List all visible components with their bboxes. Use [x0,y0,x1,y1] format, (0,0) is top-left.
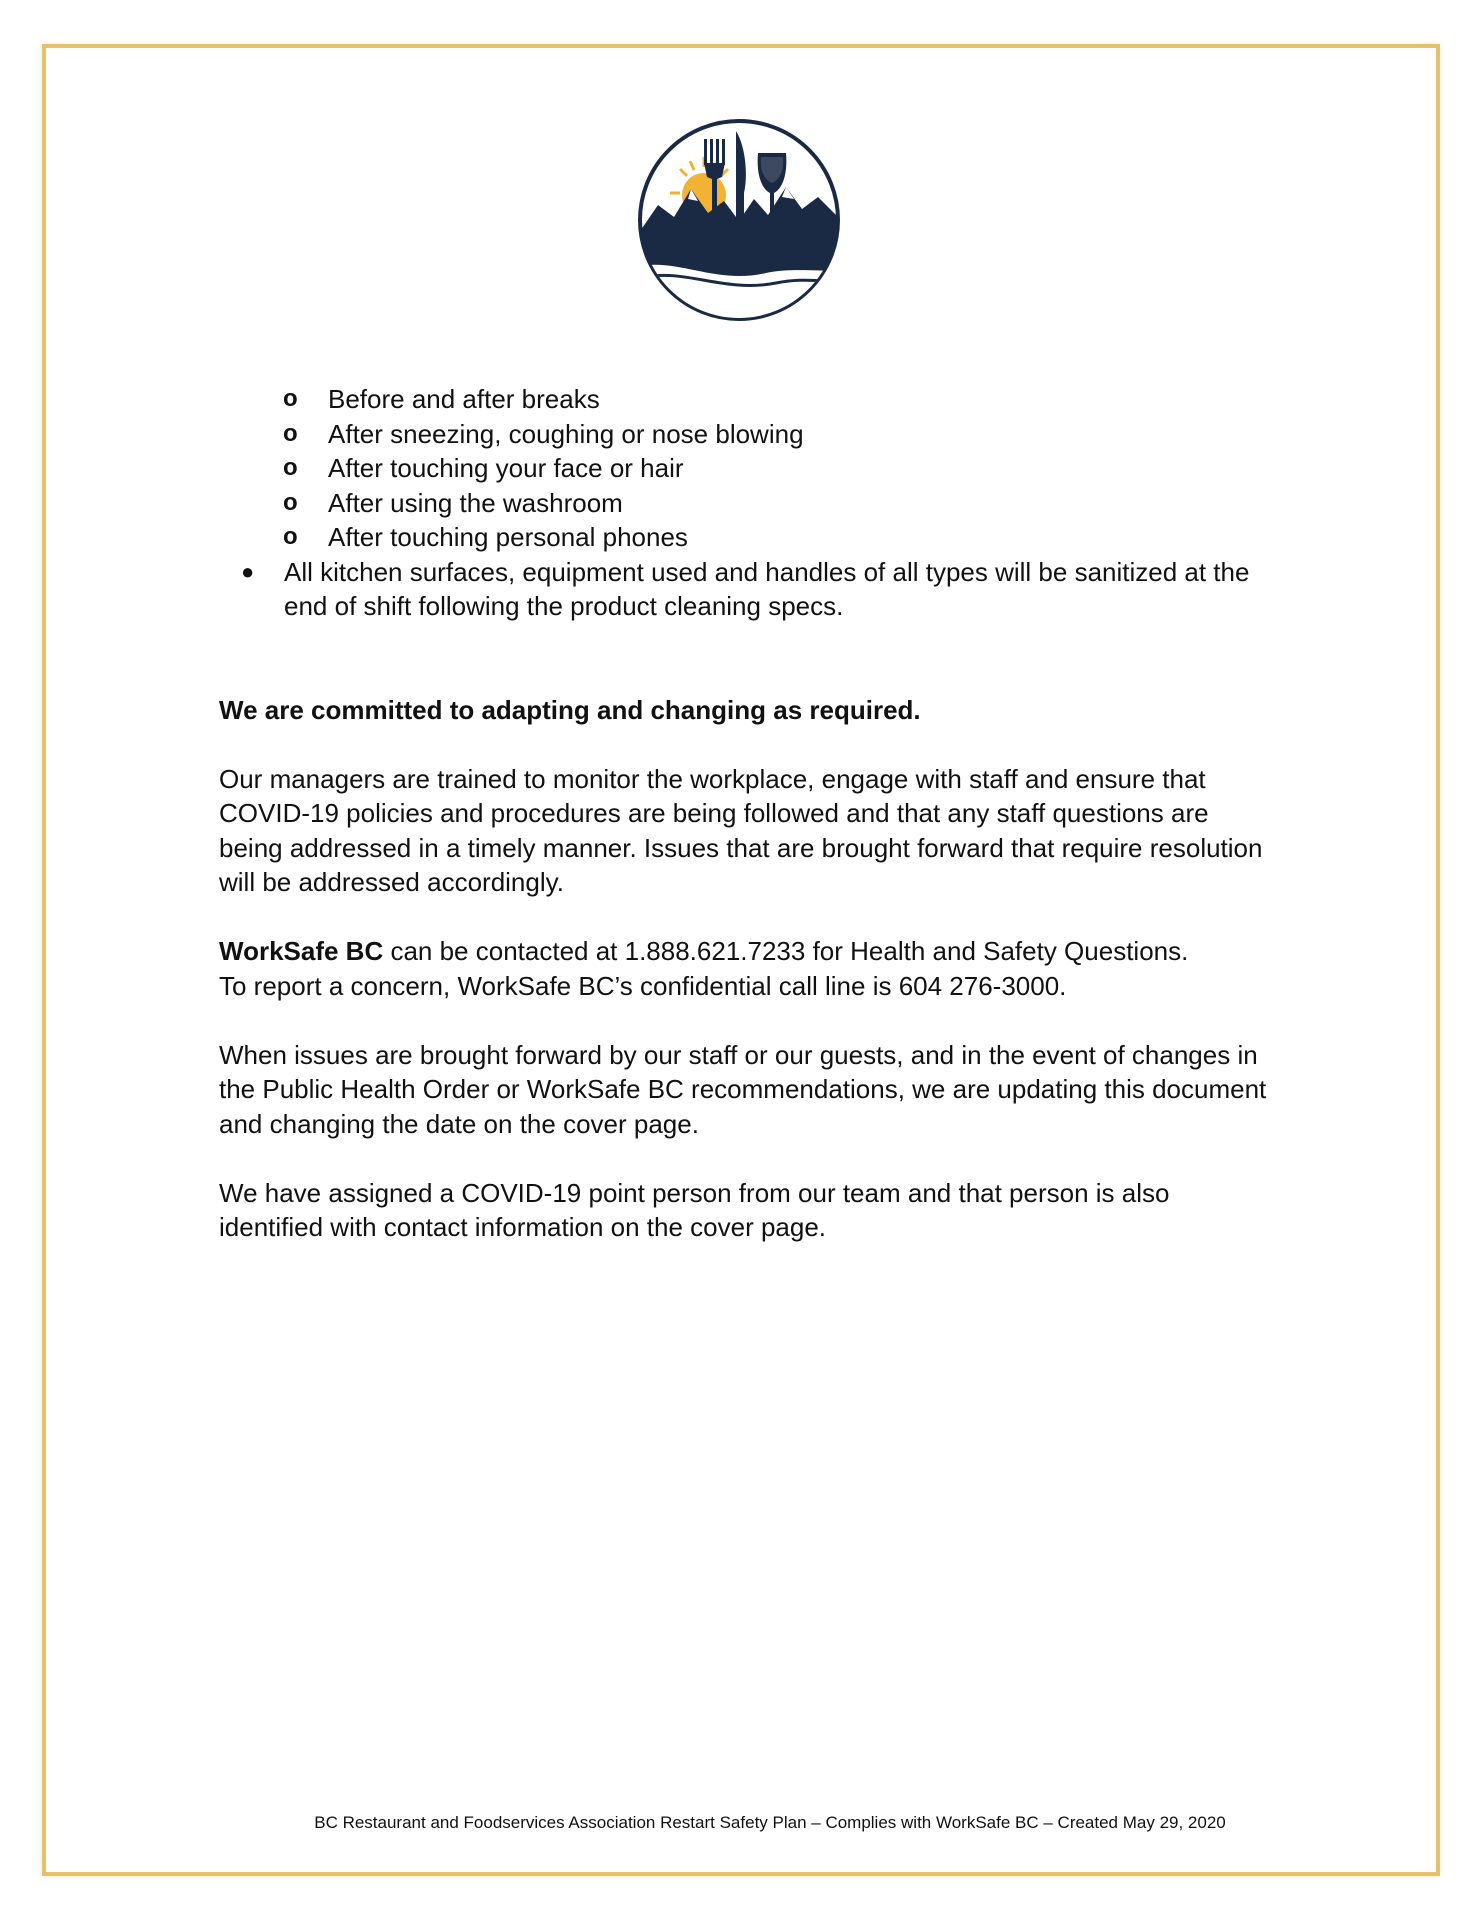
issues-paragraph: When issues are brought forward by our staff or our guests, and in the event of changes in the Public Health Order or WorkSafe BC recommendations, we are updating this document and changing the date on the cover page. [219,1039,1267,1139]
worksafe-name: WorkSafe BC [219,936,384,966]
bullet-marker: ● [241,558,255,584]
worksafe-line-2: To report a concern, WorkSafe BC’s confidential call line is 604 276-3000. [219,970,1067,1001]
page-footer: BC Restaurant and Foodservices Association Restart Safety Plan – Complies with WorkSafe BC – Created May 29, 2020 [314,1813,1226,1832]
sanitize-text: All kitchen surfaces, equipment used and handles of all types will be sanitized at the end of shift following the product cleaning specs. [284,556,1250,621]
sub-bullet-marker: o [283,419,298,447]
list-item: o After touching personal phones [219,520,1279,555]
list-item: o After touching your face or hair [219,451,1279,486]
sub-bullet-marker: o [283,523,298,550]
managers-paragraph: Our managers are trained to monitor the workplace, engage with staff and ensure that COVID-19 policies and procedures are being followed and that any staff questions are being addressed in a timely manner. Issues that are brought forward that require resolution will be addressed accordingly. [219,763,1263,897]
worksafe-line-1: WorkSafe BC can be contacted at 1.888.621.7233 for Health and Safety Questions. [219,936,1189,966]
handwash-sub-list [219,382,1279,555]
commitment-heading: We are committed to adapting and changing as required. [219,694,921,725]
point-person-paragraph: We have assigned a COVID-19 point person from our team and that person is also identified with contact information on the cover page. [219,1177,1170,1242]
sub-bullet-marker: o [283,385,298,412]
sub-bullet-marker: o [283,488,298,516]
worksafe-paragraph [219,934,1279,1003]
restaurant-logo-icon [636,117,842,323]
list-item: o After using the washroom [219,486,1279,521]
sanitize-list [219,555,1279,624]
list-item: o Before and after breaks [219,382,1279,417]
sub-bullet-marker: o [283,454,298,481]
list-item: o After sneezing, coughing or nose blowing [219,417,1279,452]
document-body [219,382,1279,1245]
list-item [219,555,1279,624]
